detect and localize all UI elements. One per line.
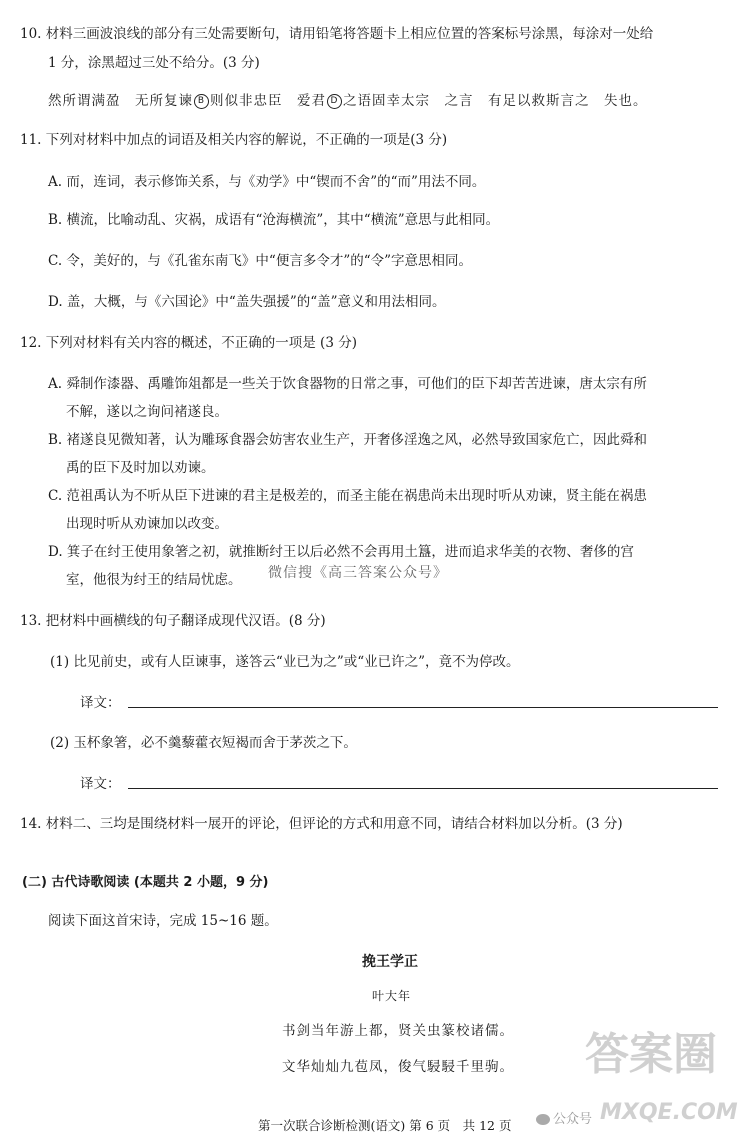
q14-stem: 14. 材料二、三均是围绕材料一展开的评论，但评论的方式和用意不同，请结合材料加以分析。(3 分) xyxy=(20,816,623,832)
q13-sentence-1: (1) 比见前史，或有人臣谏事，遂答云“业已为之”或“业已许之”，竟不为停改。 xyxy=(50,654,520,670)
passage-part-c: 之语固幸太宗 之言 有足以救斯言之 失也。 xyxy=(343,93,648,109)
q11-option-b: B. 横流，比喻动乱、灾祸，成语有“沧海横流”，其中“横流”意思与此相同。 xyxy=(48,212,500,228)
q12-option-c-line2: 出现时听从劝谏加以改变。 xyxy=(66,516,228,532)
q12-stem: 12. 下列对材料有关内容的概述，不正确的一项是 (3 分) xyxy=(20,335,357,351)
mark-d-circle: D xyxy=(327,94,342,109)
passage-part-b: 则似非忠臣 爱君 xyxy=(210,93,326,109)
q11-stem: 11. 下列对材料中加点的词语及相关内容的解说，不正确的一项是(3 分) xyxy=(20,132,448,148)
page-footer: 第一次联合诊断检测(语文) 第 6 页 共 12 页 xyxy=(258,1118,512,1133)
q12-option-d-line2: 室，他很为纣王的结局忧虑。 xyxy=(66,572,242,588)
passage-part-a: 然所谓满盈 无所复谏 xyxy=(48,93,193,109)
q12-option-d-line1: D. 箕子在纣王使用象箸之初，就推断纣王以后必然不会再用土簋，进而追求华美的衣物、奢侈的宫 xyxy=(48,544,634,560)
answer-label-1: 译文： xyxy=(80,695,121,711)
answer-line-1[interactable] xyxy=(128,707,718,708)
q12-option-c-line1: C. 范祖禹认为不听从臣下进谏的君主是极差的，而圣主能在祸患尚未出现时听从劝谏，贤主能在祸患 xyxy=(48,488,647,504)
answer-label-2: 译文： xyxy=(80,776,121,792)
q12-option-a-line2: 不解，遂以之询问褚遂良。 xyxy=(66,404,228,420)
q11-option-c: C. 令，美好的，与《孔雀东南飞》中“便言多令才”的“令”字意思相同。 xyxy=(48,253,473,269)
q10-stem-line1: 10. 材料三画波浪线的部分有三处需要断句，请用铅笔将答题卡上相应位置的答案标号涂黑，每涂对一处给 xyxy=(20,26,654,42)
logo-watermark: 答案圈 xyxy=(585,1029,717,1080)
poem-author: 叶大年 xyxy=(372,989,412,1003)
wechat-icon xyxy=(536,1114,550,1125)
q12-option-b-line2: 禹的臣下及时加以劝谏。 xyxy=(66,460,215,476)
q12-option-a-line1: A. 舜制作漆器、禹雕饰俎都是一些关于饮食器物的日常之事，可他们的臣下却苦苦进谏，唐太宗有所 xyxy=(48,376,647,392)
poem-title: 挽王学正 xyxy=(362,954,418,970)
site-watermark: MXQE.COM xyxy=(600,1100,738,1125)
mark-b-circle: B xyxy=(194,94,209,109)
answer-line-2[interactable] xyxy=(128,788,718,789)
poem-line-2: 文华灿灿九苞凤，俊气駸駸千里驹。 xyxy=(282,1059,514,1075)
q12-option-b-line1: B. 褚遂良见微知著，认为雕琢食器会妨害农业生产，开奢侈淫逸之风，必然导致国家危亡，因此舜和 xyxy=(48,432,648,448)
q11-option-d: D. 盖，大概，与《六国论》中“盖失强援”的“盖”意义和用法相同。 xyxy=(48,294,446,310)
q10-passage xyxy=(48,89,648,109)
q13-stem: 13. 把材料中画横线的句子翻译成现代汉语。(8 分) xyxy=(20,613,326,629)
q10-stem-line2: 1 分，涂黑超过三处不给分。(3 分) xyxy=(48,55,260,71)
q11-option-a: A. 而，连词，表示修饰关系，与《劝学》中“锲而不舍”的“而”用法不同。 xyxy=(48,174,486,190)
q13-sentence-2: (2) 玉杯象箸，必不羹藜藿衣短褐而舍于茅茨之下。 xyxy=(50,735,357,751)
public-account-watermark: 公众号 xyxy=(536,1108,592,1127)
poem-line-1: 书剑当年游上都，贤关虫篆校诸儒。 xyxy=(282,1023,514,1039)
section-2-intro: 阅读下面这首宋诗，完成 15~16 题。 xyxy=(48,913,278,929)
inline-watermark: 微信搜《高三答案公众号》 xyxy=(268,565,448,581)
section-2-title: (二) 古代诗歌阅读 (本题共 2 小题，9 分) xyxy=(22,875,269,890)
